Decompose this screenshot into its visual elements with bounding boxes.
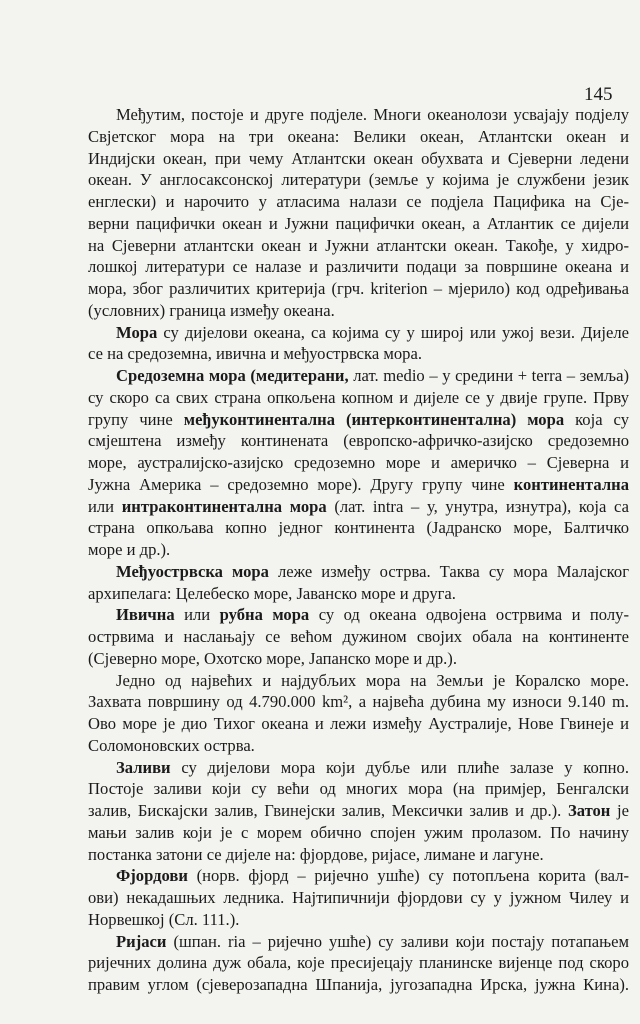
text-run: су скоро са свих страна опкољена копном и дијеле се у двије групе. Прву (88, 387, 629, 407)
text-line (88, 496, 629, 518)
text-run: Међутим, постоје и друге подјеле. Многи океанолози усвајају подјелу (116, 105, 629, 124)
page-number: 145 (584, 84, 613, 105)
text-line (88, 822, 629, 844)
text-line (88, 909, 629, 931)
text-line (88, 626, 629, 648)
text-line (88, 365, 629, 387)
text-run: смјештена између континената (европско-афричко-азијско средоземно (88, 431, 629, 451)
text-run: Соломоновских острва. (88, 735, 255, 755)
bold-term: Ивична (116, 605, 175, 625)
text-line (88, 844, 629, 866)
text-line (88, 713, 629, 735)
paragraph (88, 322, 629, 366)
text-line (88, 300, 629, 322)
text-line (88, 539, 629, 561)
bold-term: рубна мора (219, 605, 310, 625)
text-line (88, 322, 629, 344)
text-run: леже између острва. Таква су мора Малајског (268, 561, 629, 581)
body-text (88, 104, 629, 996)
text-run: Постоје заливи који су већи од многих мора (на примјер, Бенгалски (88, 779, 629, 799)
bold-term: Затон (567, 801, 611, 820)
bold-term: континентална (513, 474, 629, 494)
text-line (88, 800, 629, 822)
paragraph (88, 931, 629, 996)
text-run: правим углом (сјеверозападна Шпанија, југозападна Ирска, јужна Кина). (88, 975, 629, 994)
bold-term: интраконтинентална мора (121, 496, 327, 516)
text-line (88, 583, 629, 605)
text-run: су дијелови мора који дубље или плиће залазе у копно. (170, 757, 629, 777)
text-run: океан. У англосаксонској литератури (земље у којима је службени језик (88, 170, 629, 190)
text-run: су од океана одвојена острвима и полу- (309, 605, 629, 625)
text-run: су дијелови океана, са којима су у широј или ужој вези. Дијеле (157, 322, 629, 342)
text-run: мора, због различитих критерија (грч. kriterion – мјерило) код одређивања (88, 279, 629, 298)
text-run: верни пацифички океан и Јужни пацифички океан, а Атлантик се дијели (88, 213, 629, 233)
text-run: острвима и наслањају се већом дужином својих обала на континенте (88, 627, 629, 646)
text-run: залив, Бискајски залив, Гвинејски залив, Мексички залив и др.). (88, 801, 568, 820)
bold-term: Међуострвска мора (116, 561, 269, 581)
text-line (88, 757, 629, 779)
text-run: (условних) граница између океана. (88, 300, 335, 320)
paragraph (88, 670, 629, 757)
text-run: Свјетског мора на три океана: Велики океан, Атлантски океан и (88, 126, 629, 146)
text-run: лат. medio – у средини + terra – земља) (348, 366, 629, 385)
text-line (88, 148, 629, 170)
text-run: или (88, 496, 122, 516)
text-run: (шпан. ria – ријечно ушће) су заливи који постају потапањем (166, 931, 629, 951)
bold-term: Средоземна мора (медитерани, (116, 366, 349, 385)
text-line (88, 648, 629, 670)
text-line (88, 974, 629, 996)
paragraph (88, 757, 629, 866)
bold-term: Ријаси (116, 931, 167, 951)
text-run: или (174, 605, 220, 625)
text-run: море и др.). (88, 540, 171, 559)
text-run: на Сјеверни атлантски океан и Јужни атлантски океан. Такође, у хидро- (88, 235, 629, 255)
text-line (88, 104, 629, 126)
text-line (88, 865, 629, 887)
text-run: Јужна Америка – средоземно море). Другу групу чине (88, 474, 514, 494)
paragraph (88, 865, 629, 930)
paragraph (88, 104, 629, 322)
text-run: мањи залив који је с морем обично спојен ужим пролазом. По начину (88, 822, 629, 842)
text-line (88, 474, 629, 496)
text-run: море, аустралијско-азијско средоземно море и америчко – Сјеверна и (88, 453, 629, 472)
text-line (88, 278, 629, 300)
bold-term: Мора (116, 322, 158, 342)
text-run: Ово море је дио Тихог океана и лежи између Аустралије, Нове Гвинеје и (88, 714, 629, 733)
text-run: енглески) и нарочито у атласима налази се подјела Пацифика на Сје- (88, 192, 629, 211)
text-line (88, 931, 629, 953)
text-line (88, 952, 629, 974)
paragraph (88, 365, 629, 561)
text-run: се на средоземна, ивична и међуострвска мора. (88, 344, 422, 364)
text-run: ови) некадашњих ледника. Најтипичнији фјордови су у јужном Чилеу и (88, 888, 629, 907)
text-line (88, 452, 629, 474)
text-line (88, 387, 629, 409)
bold-term: Фјордови (116, 866, 188, 886)
text-line (88, 343, 629, 365)
bold-term: међуконтинентална (интерконтинентална) мора (183, 409, 565, 429)
paragraph (88, 604, 629, 669)
text-line (88, 670, 629, 692)
text-run: Индијски океан, при чему Атлантски океан обухвата и Сјеверни ледени (88, 148, 629, 168)
text-run: је (610, 801, 629, 820)
text-line (88, 256, 629, 278)
text-run: групу чине (88, 409, 184, 429)
text-run: која су (564, 409, 629, 429)
text-run: ријечних долина дуж обала, које пресијецају планинске вијенце под скоро (88, 953, 629, 973)
text-run: страна опкољава копно једног континента (Јадранско море, Балтичко (88, 518, 629, 538)
text-line (88, 235, 629, 257)
text-line (88, 561, 629, 583)
text-run: лошкој литератури се налазе и различити подаци за површине океана и (88, 257, 629, 277)
text-run: Норвешкој (Сл. 111.). (88, 909, 240, 929)
paragraph (88, 561, 629, 605)
text-line (88, 169, 629, 191)
text-line (88, 213, 629, 235)
text-line (88, 430, 629, 452)
text-run: Захвата површину од 4.790.000 km², а највећа дубина му износи 9.140 m. (88, 692, 629, 712)
bold-term: Заливи (116, 757, 171, 777)
text-run: Једно од највећих и најдубљих мора на Земљи је Коралско море. (116, 670, 629, 690)
text-run: (Сјеверно море, Охотско море, Јапанско море и др.). (88, 648, 457, 668)
text-run: архипелага: Целебеско море, Јаванско море и друга. (88, 583, 456, 603)
text-line (88, 517, 629, 539)
text-line (88, 409, 629, 431)
text-line (88, 887, 629, 909)
text-line (88, 191, 629, 213)
text-line (88, 604, 629, 626)
text-line (88, 778, 629, 800)
text-line (88, 126, 629, 148)
text-run: (лат. intra – у, унутра, изнутра), која са (334, 496, 629, 516)
text-run: постанка затони се дијеле на: фјордове, ријасе, лимане и лагуне. (88, 844, 544, 864)
text-line (88, 735, 629, 757)
text-run: (норв. фјорд – ријечно ушће) су потопљена корита (вал- (187, 866, 629, 886)
text-line (88, 691, 629, 713)
